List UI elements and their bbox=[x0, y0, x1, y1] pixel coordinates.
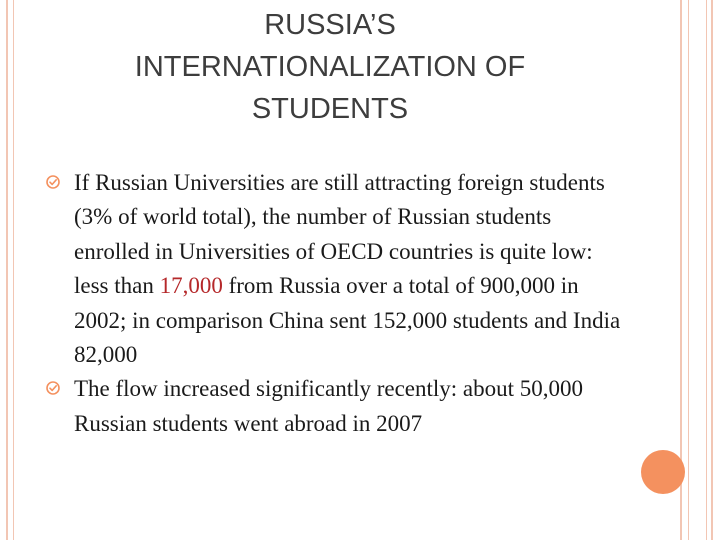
bullet-text: The flow increased significantly recently: about 50,000 Russian students went abroad in 2007 bbox=[74, 376, 584, 436]
title-line-2: INTERNATIONALIZATION OF bbox=[134, 51, 526, 83]
circle-check-icon bbox=[46, 175, 60, 189]
right-accent-line-outer bbox=[706, 0, 707, 540]
bullet-text-end: from Russia over a total of 900,000 in 2002; in comparison China sent 152,000 students and India 82,000 bbox=[74, 273, 621, 368]
left-accent-line bbox=[6, 0, 8, 540]
bullet-list bbox=[62, 166, 622, 441]
slide-title bbox=[60, 4, 600, 130]
bullet-item bbox=[62, 372, 622, 441]
bullet-highlight: 17,000 bbox=[159, 273, 223, 299]
title-line-1: RUSSIA’S bbox=[264, 9, 396, 41]
left-accent-line-thin bbox=[13, 0, 14, 540]
bullet-item bbox=[62, 166, 622, 372]
right-accent-line-thin bbox=[688, 0, 689, 540]
title-line-3: STUDENTS bbox=[251, 93, 409, 125]
circle-check-icon bbox=[46, 381, 60, 395]
bullet-text: If Russian Universities are still attracting foreign students (3% of world total), the number of Russian students enrolled in Universities of OECD countries is quite low: less than bbox=[74, 170, 605, 299]
decorative-circle bbox=[641, 450, 685, 494]
right-accent-line-outer-thick bbox=[711, 0, 713, 540]
